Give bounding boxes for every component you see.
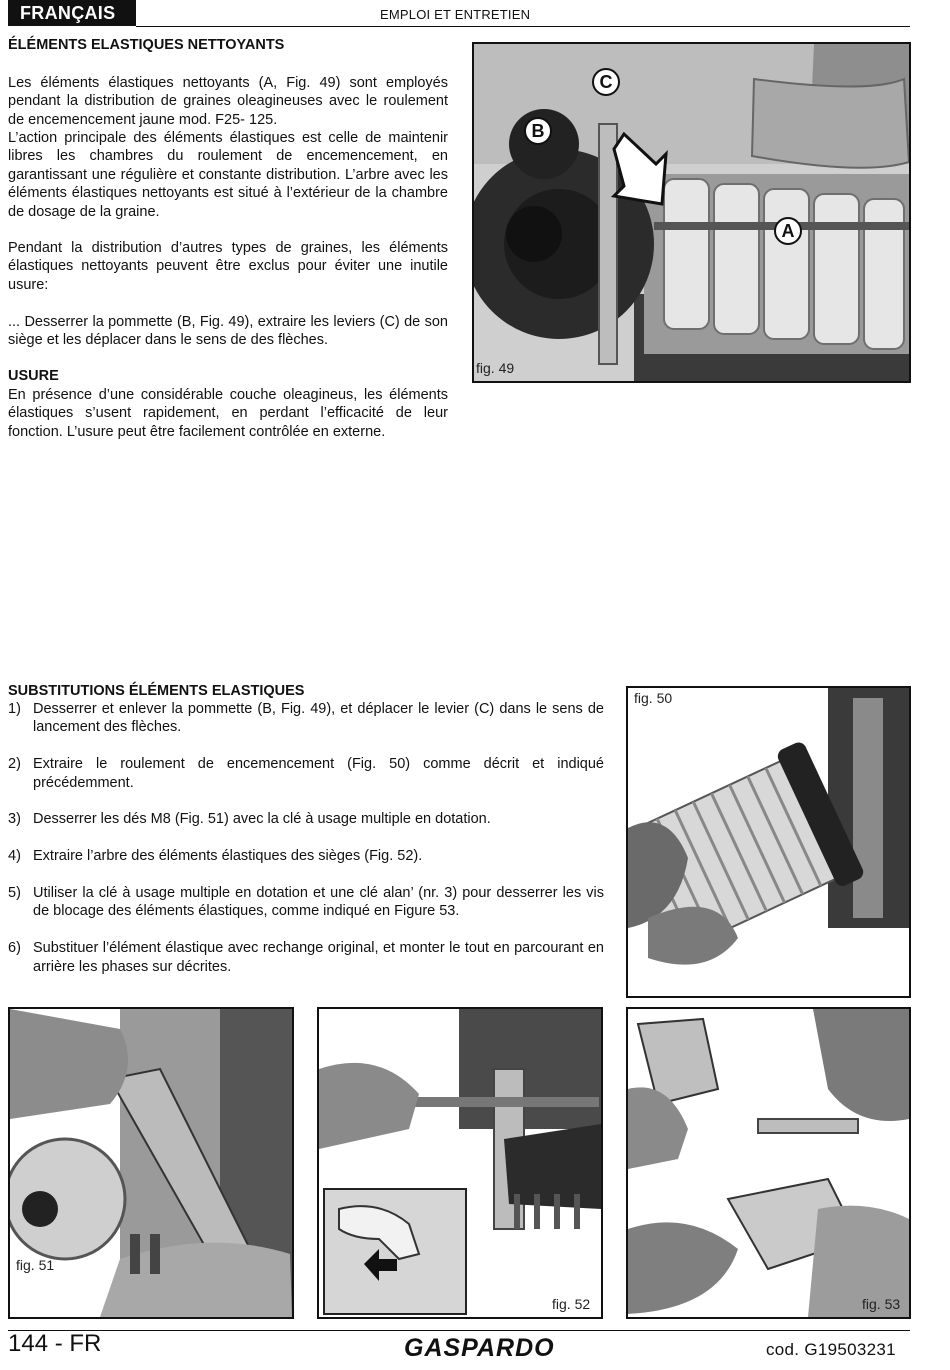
footer-rule: [8, 1330, 910, 1331]
paragraph-loosen-knob: ... Desserrer la pommette (B, Fig. 49), extraire les leviers (C) de son siège et les déplacer dans le sens de des flèches.: [8, 314, 448, 349]
callout-a: A: [774, 217, 802, 245]
step-number: 2): [8, 756, 21, 773]
document-code: cod. G19503231: [766, 1340, 896, 1359]
step-item: [8, 700, 604, 737]
figure-50-label: fig. 50: [634, 690, 673, 706]
section-title-substitution: SUBSTITUTIONS ÉLÉMENTS ELASTIQUES: [8, 683, 305, 699]
section-title-wear: USURE: [8, 368, 59, 384]
step-text: Extraire l’arbre des éléments élastiques des sièges (Fig. 52).: [33, 848, 423, 865]
language-badge: FRANÇAIS: [8, 0, 136, 26]
callout-c: C: [592, 68, 620, 96]
paragraph-action: L’action principale des éléments élastiques est celle de maintenir libres les chambres du roulement de encemencement, en garantissant une régulière et constante distribution. L’arbre avec les éléments élastiques nettoyants est situé à l’extérieur de la chambre de dosage de la graine.: [8, 130, 448, 220]
header-rule: [136, 26, 910, 27]
step-text: Desserrer et enlever la pommette (B, Fig. 49), et déplacer le levier (C) dans le sens de lancement des flèches.: [33, 701, 604, 736]
step-item: [8, 755, 604, 792]
step-item: [8, 810, 604, 828]
step-item: [8, 847, 604, 865]
section-title-cleaning-elements: ÉLÉMENTS ELASTIQUES NETTOYANTS: [8, 37, 285, 53]
step-text: Utiliser la clé à usage multiple en dotation et une clé alan’ (nr. 3) pour desserrer les vis de blocage des éléments élastiques, comme indiqué en Figure 53.: [33, 885, 604, 920]
figure-52-photo: [317, 1007, 603, 1319]
figure-50-photo: [626, 686, 911, 998]
running-head: EMPLOI ET ENTRETIEN: [380, 7, 531, 22]
step-item: [8, 884, 604, 921]
figure-53-photo: [626, 1007, 911, 1319]
step-number: 1): [8, 701, 21, 717]
paragraph-other-seeds: Pendant la distribution d’autres types de graines, les éléments élastiques nettoyants peuvent être exclus pour éviter une inutile usure:: [8, 240, 448, 293]
brand-logo: GASPARDO: [404, 1334, 555, 1362]
paragraph-intro: Les éléments élastiques nettoyants (A, Fig. 49) sont employés pendant la distribution de graines oleagineuses avec le roulement de encemencement jaune mod. F25- 125.: [8, 75, 448, 128]
step-number: 5): [8, 885, 21, 901]
step-number: 4): [8, 848, 21, 865]
step-number: 6): [8, 940, 21, 957]
page-number: 144 - FR: [8, 1330, 102, 1357]
figure-49-photo: [472, 42, 911, 383]
figure-52-label: fig. 52: [552, 1296, 591, 1312]
step-number: 3): [8, 811, 21, 828]
paragraph-wear: En présence d’une considérable couche oleagineus, les éléments élastiques s’usent rapidement, en perdant l’efficacité de leur fonction. L’usure peut être facilement contrôlée en externe.: [8, 387, 448, 440]
callout-b: B: [524, 117, 552, 145]
step-text: Substituer l’élément élastique avec rechange original, et monter le tout en parcourant en arrière les phases sur décrites.: [33, 940, 604, 975]
step-text: Extraire le roulement de encemencement (Fig. 50) comme décrit et indiqué précédemment.: [33, 756, 604, 791]
step-text: Desserrer les dés M8 (Fig. 51) avec la clé à usage multiple en dotation.: [33, 811, 491, 828]
step-item: [8, 939, 604, 976]
substitution-steps: [8, 700, 604, 994]
figure-49-label: fig. 49: [476, 360, 515, 376]
figure-51-label: fig. 51: [16, 1257, 55, 1273]
figure-53-label: fig. 53: [862, 1296, 901, 1312]
